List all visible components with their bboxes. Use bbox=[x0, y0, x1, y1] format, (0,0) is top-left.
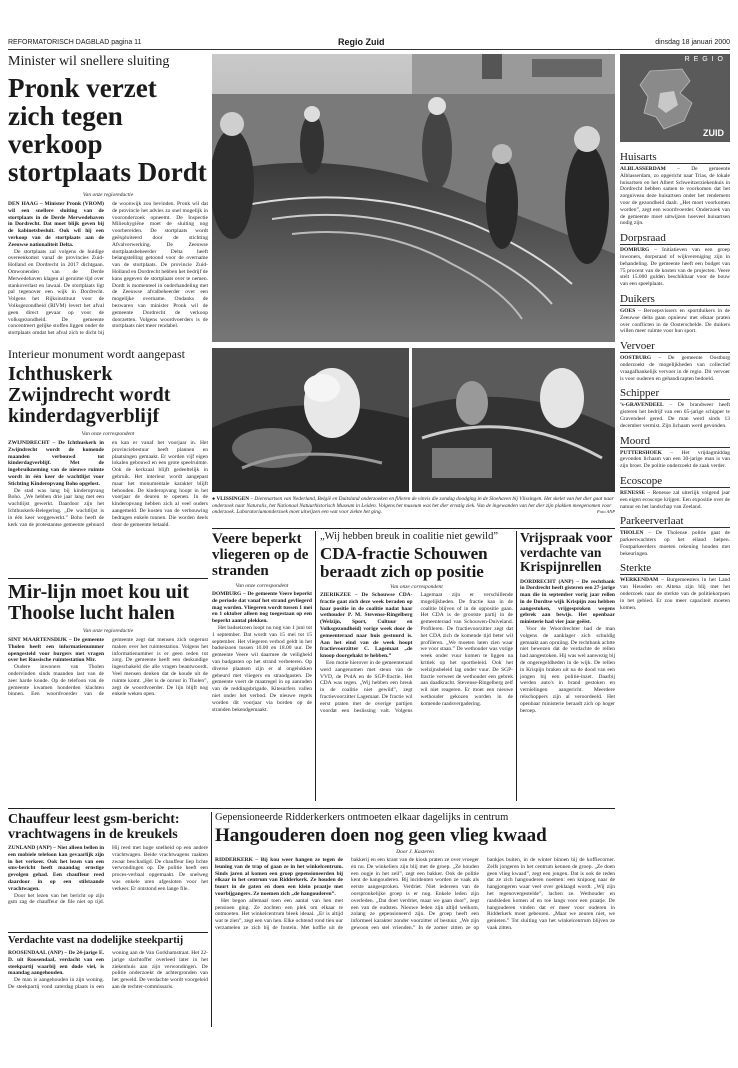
whale-photo-left bbox=[212, 348, 409, 492]
schouwen-body: Een motie hierover in de gemeenteraad werd aangenomen met steun van de VVD, de PvdA en de SGP-fractie. Het CDA was tegen. „Wij hebben een breuk in de coalitie niet gewild”, zegt fractievoorzitter Lagemaat. De fractie wil eerst praten met de overige partijen voordat een beslissing valt. Volgens Lagemaat zijn er verschillende mogelijkheden. De fractie kan in de coalitie blijven of in de oppositie gaan. Het CDA is de grootste partij in de gemeenteraad van Schouwen-Duiveland. Profileren. De fractievoorzitter zegt dat het CDA zich de komende tijd beter wil profileren. „We moeten laten zien waar we voor staan.” De wethouder was vorige week onder vuur komen te liggen na kritiek op het sportbeleid. Ook het welzijnsbeleid lag onder vuur. De SGP-fractie verweet de wethouder een gebrek aan daadkracht. Stevense-Ringelberg zelf wil niet reageren. Er moet een nieuwe wethouder gekozen worden in de komende raadsvergadering. bbox=[320, 592, 513, 714]
verdachte-headline: Verdachte vast na dodelijke steekpartij bbox=[8, 935, 184, 946]
sidebar-brief bbox=[620, 515, 730, 557]
veere-byline: Van onze correspondent bbox=[235, 583, 289, 589]
sidebar-brief bbox=[620, 562, 730, 611]
photo-caption-text: ● VLISSINGEN – Dierenartsen van Nederland, België en Duitsland onderzoeken en filleren de vinvis die zondag doodging in de Sloehaven bij Vlissingen. Het skelet van het dier gaat naar onderzoek naar Naturalis, het Nationaal Natuurhistorisch Museum in Leiden. Volgens het museum was het dier ernstig ziek. Van de ingewanden van het dier zijn plakken meegenomen voor onderzoek. Laboratoriumonderzoek moet uitwijzen een wat voor ziekte het ging. Foto ANP bbox=[212, 496, 615, 516]
sidebar-brief-title: Dorpsraad bbox=[620, 232, 730, 245]
sidebar-brief-place: ’s-GRAVENDEEL bbox=[620, 402, 664, 409]
sidebar-brief-place: GOES bbox=[620, 307, 636, 314]
ichthus-article bbox=[8, 346, 208, 576]
krispijn-article bbox=[520, 531, 615, 801]
regio-zuid-logo bbox=[620, 54, 730, 142]
divider bbox=[8, 932, 208, 933]
ichthus-lead: ZWIJNDRECHT – De Ichthuskerk in Zwijndrecht wordt de komende maanden verbouwd tot kinderdagverblijf. Met de ingebruikneming van de nieuwe ruimte wordt in één keer de wachtlijst voor Stichting Kinderopvang Boho opgelost. bbox=[8, 440, 104, 487]
chauffeur-headline: Chauffeur leest gsm-bericht: vrachtwagens in de kreukels bbox=[8, 812, 180, 842]
divider bbox=[8, 808, 615, 809]
regio-logo-text: R E G I O bbox=[684, 56, 724, 63]
divider bbox=[315, 531, 316, 801]
pronk-lead: DEN HAAG – Minister Pronk (VROM) wil een snellere sluiting van de stortplaats in de Derde Merwedehaven in Dordrecht. Dat moet blijk geven bij de kabinetsbesluit. Ook wil hij een verkoop van de stortplaats aan de Zeeuwse nationaliteit Delta. bbox=[8, 201, 104, 248]
divider bbox=[516, 531, 517, 801]
schouwen-lead: ZIERIKZEE – De Schouwse CDA-fractie gaat zich deze week beraden op haar positie in de coalitie nadat haar wethouder P. M. Stevense-Ringelberg (Welzijn, Sport, Cultuur en Volksgezondheid) vorige week door de gemeenteraad naar huis gestuurd is. Aan het eind van de week hoopt fractievoorzitter C. Lagemaat „de knoop doorgehakt te hebben.” bbox=[320, 592, 413, 660]
sidebar-brief-body bbox=[620, 530, 730, 557]
whale-photo-main-graphic bbox=[212, 54, 615, 342]
sidebar-brief bbox=[620, 151, 730, 227]
hangouderen-kicker: Gepensioneerde Ridderkerkers ontmoeten elkaar dagelijks in centrum bbox=[215, 812, 509, 823]
ichthus-columns bbox=[8, 440, 208, 576]
sidebar-brief bbox=[620, 387, 730, 429]
photo-credit: Foto ANP bbox=[596, 509, 615, 515]
sidebar-brief-body bbox=[620, 577, 730, 611]
sidebar-brief-body bbox=[620, 355, 730, 382]
sidebar-brief-text: – De gemeente Oostburg onderzoekt de mogelijkheden van collectief vraagafhankelijk vervoer in de regio. Dit vervoer is voor ouderen en gehandicapten bedoeld. bbox=[620, 355, 730, 382]
masthead-left: REFORMATORISCH DAGBLAD pagina 11 bbox=[8, 39, 142, 46]
sidebar-brief bbox=[620, 340, 730, 382]
verdachte-lead: ROOSENDAAL (ANP) – De 24-jarige E. D. uit Roosendaal, verdacht van een steekpartij waarbij een dode viel, is maandag aangehouden. bbox=[8, 950, 104, 977]
hangouderen-lead: RIDDERKERK – Bij kou weer hangen ze tegen de leuning van de trap of gaan ze in het winkelcentrum. Sinds jaren al komen een groep gepensioneerden bij elkaar in het centrum van Ridderkerk. Ze houden de buurt in de gaten en doen een klein praatje met voorbijgangers. Ze noemen zich „de hangouderen”. bbox=[215, 857, 343, 897]
sidebar-brief-place: OOSTBURG bbox=[620, 355, 652, 362]
pronk-columns bbox=[8, 201, 208, 339]
masthead-date: dinsdag 18 januari 2000 bbox=[655, 39, 730, 46]
sidebar-brief bbox=[620, 232, 730, 288]
sidebar-brief-body bbox=[620, 490, 730, 510]
hangouderen-headline: Hangouderen doen nog geen vlieg kwaad bbox=[215, 825, 547, 846]
schouwen-byline: Van onze correspondent bbox=[390, 584, 443, 590]
sidebar-brief-text: – Beroepsvissers en sportduikers in de Zeeuwse delta gaan opnieuw met elkaar praten over conflicten in de Oosterschelde. De duikers willen meer ruimte voor hun sport. bbox=[620, 307, 730, 335]
sidebar-brief-text: – Burgemeesters in het Land van Heusden en Altena zijn blij met het onderzoek naar de sterkte van de politiekorpsen in het gebied. Er zou meer capaciteit moeten komen. bbox=[620, 577, 730, 611]
photo-caption bbox=[212, 496, 615, 524]
sidebar-briefs bbox=[620, 146, 730, 926]
sidebar-brief-place: PUTTERSHOEK bbox=[620, 449, 662, 456]
regio-logo-label: ZUID bbox=[703, 128, 724, 138]
whale-photo-main bbox=[212, 54, 615, 342]
sidebar-brief bbox=[620, 435, 730, 470]
whale-photo-left-graphic bbox=[212, 348, 409, 492]
sidebar-brief-text: – De Tholense politie gaat de parkeerwachters op het eiland helpen. Foutparkeerders moeten rekening houden met bekeuringen. bbox=[620, 530, 730, 557]
krispijn-body: Voor de Woordrechter had de man volgens de aanklager zich schuldig gemaakt aan opruiing. De rechtbank achtte niet bewezen dat de verdachte de rellen had aangestoken. Hij was wel aanwezig bij de ongeregeldheden in de wijk. De rellen in Krispijn braken uit na de dood van een jongen bij een politie-inzet. Daarbij werden auto's in brand gestoken en vernielingen aangericht. Meerdere relschoppers zijn al veroordeeld. Het openbaar ministerie beraadt zich op hoger beroep. bbox=[520, 626, 615, 714]
thoolse-columns bbox=[8, 637, 208, 807]
pronk-body: De stortplaats zal volgens de huidige overeenkomst vanaf de provincies Zuid-Holland en Dordrecht in 2017 dichtgaan. Omwonenden van de Derde Merwedehaven klagen al geruime tijd over stankoverlast en lawaai. De stortplaats ligt pal tegenover een wijk in Dordrecht. Volgens het Rijksinstituut voor de Volksgezondheid (RIVM) levert het afval geen direct gevaar op voor de volksgezondheid. De gemeente concentreert gelijke stoffen liggen onder de stortplaats omdat het afval zich te dicht bij de woonwijk zou bevinden. Pronk wil dat de provincie het advies zo snel mogelijk in vooronderzoek opneemt. De Inspectie Milieuhygiëne moet de sluiting nog voorbereiden. De stortplaats wordt geëxploiteerd door de stichting Afvalverwerking. De Zeeuwse stortplaatsbeheerder Delta heeft belangstelling getoond voor de overname van de stortplaats. De provincie Zuid-Holland en Dordrecht hebben het bedrijf de kans gegeven de stortplaats over te nemen. Dordt is momenteel in onderhandeling met de Zeeuwse afvalbeheerder over een mogelijke overname. Ondanks de bezwaren van minister Pronk wil de gemeente Dordrecht de verkoop doorzetten. Volgens woordvoerders is de stortplaats niet meer rendabel. bbox=[8, 201, 208, 337]
sidebar-brief-title: Huisarts bbox=[620, 151, 730, 164]
photo-caption-tag: VLISSINGEN bbox=[216, 496, 250, 502]
sidebar-brief-body bbox=[620, 247, 730, 288]
map-icon bbox=[620, 63, 730, 138]
divider bbox=[212, 528, 615, 529]
thoolse-article bbox=[8, 582, 208, 807]
krispijn-headline: Vrijspraak voor verdachte van Krispijnrellen bbox=[520, 531, 613, 574]
sidebar-brief-text: – De gemeente Alblasserdam, zo opgericht naar Trias, de lokale huisartsen en het Albert Schweitzerziekenhuis in Dordrecht hebben samen te voorkomen dat het zorgniveau deze huisartsen onder het rendement voor de gezondheid daalt. „Het moet voorkomen worden”, zegt een woordvoerder. Onderzoek van de gemeente moet uitwijzen hoeveel huisartsen nodig zijn. bbox=[620, 166, 730, 227]
sidebar-brief-place: ALBLASSERDAM bbox=[620, 166, 666, 172]
hangouderen-body: Het begon allemaal toen een aantal van hen met pensioen ging. Ze zochten een plek om elkaar te ontmoeten. Het winkelcentrum bleek ideaal. „Er is altijd wat te zien”, zegt een van hen. Elke ochtend rond tien uur verzamelen ze zich bij de fontein. Met koffie uit de bakkerij en een krant van de kiosk praten ze over vroeger en nu. De winkeliers zijn blij met de groep. „Ze houden een oogje in het zeil”, zegt een bakker. Ook de politie kent de hangouderen. Bij incidenten worden ze vaak als eerste aangesproken. Verdriet. Niet iedereen van de oorspronkelijke groep is er nog. Enkele leden zijn overleden. „Dat doet verdriet, maar we gaan door”, zegt een van de oudsten. Nieuwe leden zijn altijd welkom, zolang ze gepensioneerd zijn. De groep heeft een informeel karakter zonder voorzitter of bestuur. „We zijn gewoon een stel vrienden.” In de zomer zitten ze op bankjes buiten, in de winter binnen bij de koffiecorner. Zelfs jongeren in het centrum kennen de groep. „Ze doen geen vlieg kwaad”, zegt een jongen. Dat is ook de reden dat ze zich hangouderen noemen: een knipoog naar de hangjongeren waar veel over geklaagd wordt. „Wij zijn het tegenovergestelde”, lachen ze. Wethouder en raadsleden komen af en toe langs voor een praatje. De hangouderen vinden dat er meer voor ouderen in Ridderkerk moet gebeuren. „Maar we zeuren niet, we genieten.” Tot sluiting van het winkelcentrum blijven ze vaak zitten. bbox=[215, 857, 615, 931]
divider bbox=[8, 578, 208, 579]
thoolse-headline: Mir-lijn moet kou uit Thoolse lucht halen bbox=[8, 582, 189, 624]
schouwen-columns bbox=[320, 592, 513, 797]
sidebar-brief-body bbox=[620, 166, 730, 227]
verdachte-body: De man is aangehouden in zijn woning. De steekpartij vond zaterdag plaats in een woning aan de Van Gorkhamstraat. Het 22-jarige slachtoffer overleed later in het ziekenhuis aan zijn verwondingen. De politie onderzoekt de achtergronden van het geweld. De verdachte wordt voorgeleid aan de rechter-commissaris. bbox=[8, 950, 208, 990]
pronk-headline: Pronk verzet zich tegen verkoop stortplaats Dordt bbox=[8, 73, 207, 187]
ichthus-body: De stad was lang bij kinderopvang Boho. „We hebben drie jaar lang met een wachtlijst gewerkt. Daardoor zijn het Ichthuskerk-Belegering. „De wachtlijst is in één keer weggewerkt.” Boho heeft de kerk van de protestantse gemeente gehuurd en kan er vanaf het voorjaar in. Het provinciebestuur heeft plannen en plaatsingen gemaakt. Er worden vijf eigen lokalen gebouwd en een grote speelruimte. Ook de kerkzaal blijft gedeeltelijk in gebruik. Het interieur wordt aangepast maar het monumentale karakter blijft behouden. De kinderopvang hoopt in het voorjaar de deuren te openen. In de kinderopvang hebben zich al veel ouders aangemeld. De kosten van de verbouwing bedragen enkele tonnen. Die worden deels door de gemeente betaald. bbox=[8, 440, 208, 528]
veere-headline: Veere beperkt vliegeren op de stranden bbox=[212, 531, 309, 579]
schouwen-headline: CDA-fractie Schouwen beraadt zich op positie bbox=[320, 544, 488, 581]
sidebar-brief-title: Sterkte bbox=[620, 562, 730, 575]
sidebar-brief-body bbox=[620, 450, 730, 470]
sidebar-brief-title: Parkeerverlaat bbox=[620, 515, 730, 528]
ichthus-headline: Ichthuskerk Zwijndrecht wordt kinderdagverblijf bbox=[8, 363, 171, 427]
hangouderen-byline: Door J. Kasteren bbox=[396, 849, 434, 855]
sidebar-brief-title: Duikers bbox=[620, 293, 730, 306]
schouwen-article bbox=[320, 531, 513, 801]
pronk-kicker: Minister wil snellere sluiting bbox=[8, 54, 170, 69]
verdachte-columns bbox=[8, 950, 208, 1020]
sidebar-brief-text: – Renesse zal uiterlijk volgend jaar een eigen ecoscope krijgen. Een expositie over de natuur en het landschap van Zeeland. bbox=[620, 489, 730, 510]
sidebar-brief-title: Moord bbox=[620, 435, 730, 448]
sidebar-brief-body bbox=[620, 402, 730, 429]
sidebar-list bbox=[620, 151, 730, 611]
ichthus-byline: Van onze correspondent bbox=[81, 431, 135, 437]
sidebar-brief-title: Vervoer bbox=[620, 340, 730, 353]
sidebar-brief-place: WERKENDAM bbox=[620, 577, 659, 584]
divider bbox=[211, 812, 212, 1027]
pronk-byline: Van onze regioredactie bbox=[82, 192, 134, 198]
verdachte-article bbox=[8, 935, 208, 1025]
chauffeur-body: Door het lezen van het bericht op zijn gsm zag de chauffeur de file niet op tijd. Hij reed met hoge snelheid op een andere vrachtwagen. Beide vrachtwagens raakten zwaar beschadigd. De chauffeur liep lichte verwondingen op. De politie heeft een proces-verbaal opgemaakt. De snelweg was enkele uren afgesloten voor het verkeer. Er ontstond een lange file. bbox=[8, 845, 208, 906]
sidebar-brief-place: THOLEN bbox=[620, 530, 644, 537]
whale-photo-right bbox=[412, 348, 615, 492]
chauffeur-columns bbox=[8, 845, 208, 929]
whale-photo-right-graphic bbox=[412, 348, 615, 492]
ichthus-kicker: Interieur monument wordt aangepast bbox=[8, 347, 185, 361]
thoolse-lead: SINT MAARTENSDIJK – De gemeente Tholen heeft een informatienummer opengesteld voor burgers met vragen over het Russische ruimtestation Mir. bbox=[8, 637, 104, 664]
chauffeur-article bbox=[8, 812, 208, 930]
hangouderen-article bbox=[215, 812, 615, 1027]
sidebar-brief-text: – Initiatieven van een groep inwoners, dorpsraad of wijkvereniging zijn in behandeling. De gemeente heeft een budget van 75 procent van de kosten van de projecten. Veere stelt 15.000 gulden beschikbaar voor de bouw van een speelplaats. bbox=[620, 247, 730, 288]
sidebar-brief-title: Ecoscope bbox=[620, 475, 730, 488]
sidebar-brief-title: Schipper bbox=[620, 387, 730, 400]
veere-lead: DOMBURG – De gemeente Veere beperkt de periode dat vanaf het strand gevliegerd mag worden. Vliegeren wordt tussen 1 mei en 1 oktober alleen nog toegestaan op een beperkt aantal plekken. bbox=[212, 591, 312, 625]
chauffeur-lead: ZUNLAND (ANP) – Niet alleen bellen in een mobiele telefoon kan gevaarlijk zijn in het verkeer. Ook het lezen van een sms-bericht heeft maandag ernstige gevolgen gehad. Een chauffeur reed daardoor in op een stilstaande vrachtwagen. bbox=[8, 845, 104, 892]
masthead-section: Regio Zuid bbox=[338, 37, 385, 47]
thoolse-byline: Van onze regioredactie bbox=[82, 628, 134, 634]
sidebar-brief bbox=[620, 475, 730, 510]
veere-article bbox=[212, 531, 312, 801]
krispijn-lead: DORDRECHT (ANP) – De rechtbank in Dordrecht heeft gisteren een 27-jarige man die in september vorig jaar rellen in de Dordtse wijk Krispijn zou hebben aangestoken, vrijgesproken wegens gebrek aan bewijs. Het openbaar ministerie had vier jaar geëist. bbox=[520, 578, 615, 626]
masthead bbox=[8, 36, 730, 50]
hangouderen-columns bbox=[215, 857, 615, 1027]
veere-body: Het badseizoen loopt nu nog van 1 juni tot 1 september. Dat wordt van 15 mei tot 15 september. Het vliegeren verbod geldt in het badseizoen tussen 10.00 en 18.00 uur. De gemeente Veere wil daarmee de veiligheid van badgasten op het strand verbeteren. Op diverse plaatsen zijn er al ongelukken gebeurd met vliegers en strandgasten. De gemeente voert de maatregel in op aanraden van de reddingsbrigade. Kitesurfers vallen niet onder het verbod. De nieuwe regels worden dit voorjaar via borden op de stranden bekendgemaakt. bbox=[212, 624, 312, 713]
sidebar-brief-body bbox=[620, 308, 730, 335]
sidebar-brief-place: DOMBURG bbox=[620, 247, 650, 254]
sidebar-brief-text: – Het vrijdagmiddag gevonden lichaam van een 30-jarige man is van zijn broer. De politie onderzoekt de zaak verder. bbox=[620, 449, 730, 470]
pronk-article bbox=[8, 54, 208, 339]
sidebar-brief bbox=[620, 293, 730, 335]
schouwen-kicker: „Wij hebben breuk in coalitie niet gewild” bbox=[320, 531, 499, 542]
thoolse-body: Oudere inwoners van Tholen ondervinden sinds maanden last van de zeer harde koude. Op de telefoon van de gemeente kwamen honderden klachten binnen. Een woordvoerder van de gemeente zegt dat mensen zich ongerust maken over het ruimtestation. Volgens het informatienummer is er geen reden tot zorg. De gemeente heeft een deskundige ingeschakeld die alle vragen beantwoordt. Veel mensen denken dat de koude uit de ruimte komt. „Het is de onrust in Tholen”, zegt de woordvoerder. De lijn blijft nog enkele weken open. bbox=[8, 637, 208, 698]
sidebar-brief-text: – De brandweer heeft gisteren het bedrijf van een 65-jarige schipper te Gravendeel gered. De man werd sinds 13 december vermist. Zijn lichaam werd gevonden. bbox=[620, 402, 730, 429]
photo-caption-body: – Dierenartsen van Nederland, België en Duitsland onderzoeken en filleren de vinvis die zondag doodging in de Sloehaven bij Vlissingen. Het skelet van het dier gaat naar onderzoek naar Naturalis, het Nationaal Natuurhistorisch Museum in Leiden. Volgens het museum was het dier ernstig ziek. Van de ingewanden van het dier zijn plakken meegenomen voor onderzoek. Laboratoriumonderzoek moet uitwijzen een wat voor ziekte het ging. bbox=[212, 496, 614, 516]
sidebar-brief-place: RENESSE bbox=[620, 489, 646, 496]
